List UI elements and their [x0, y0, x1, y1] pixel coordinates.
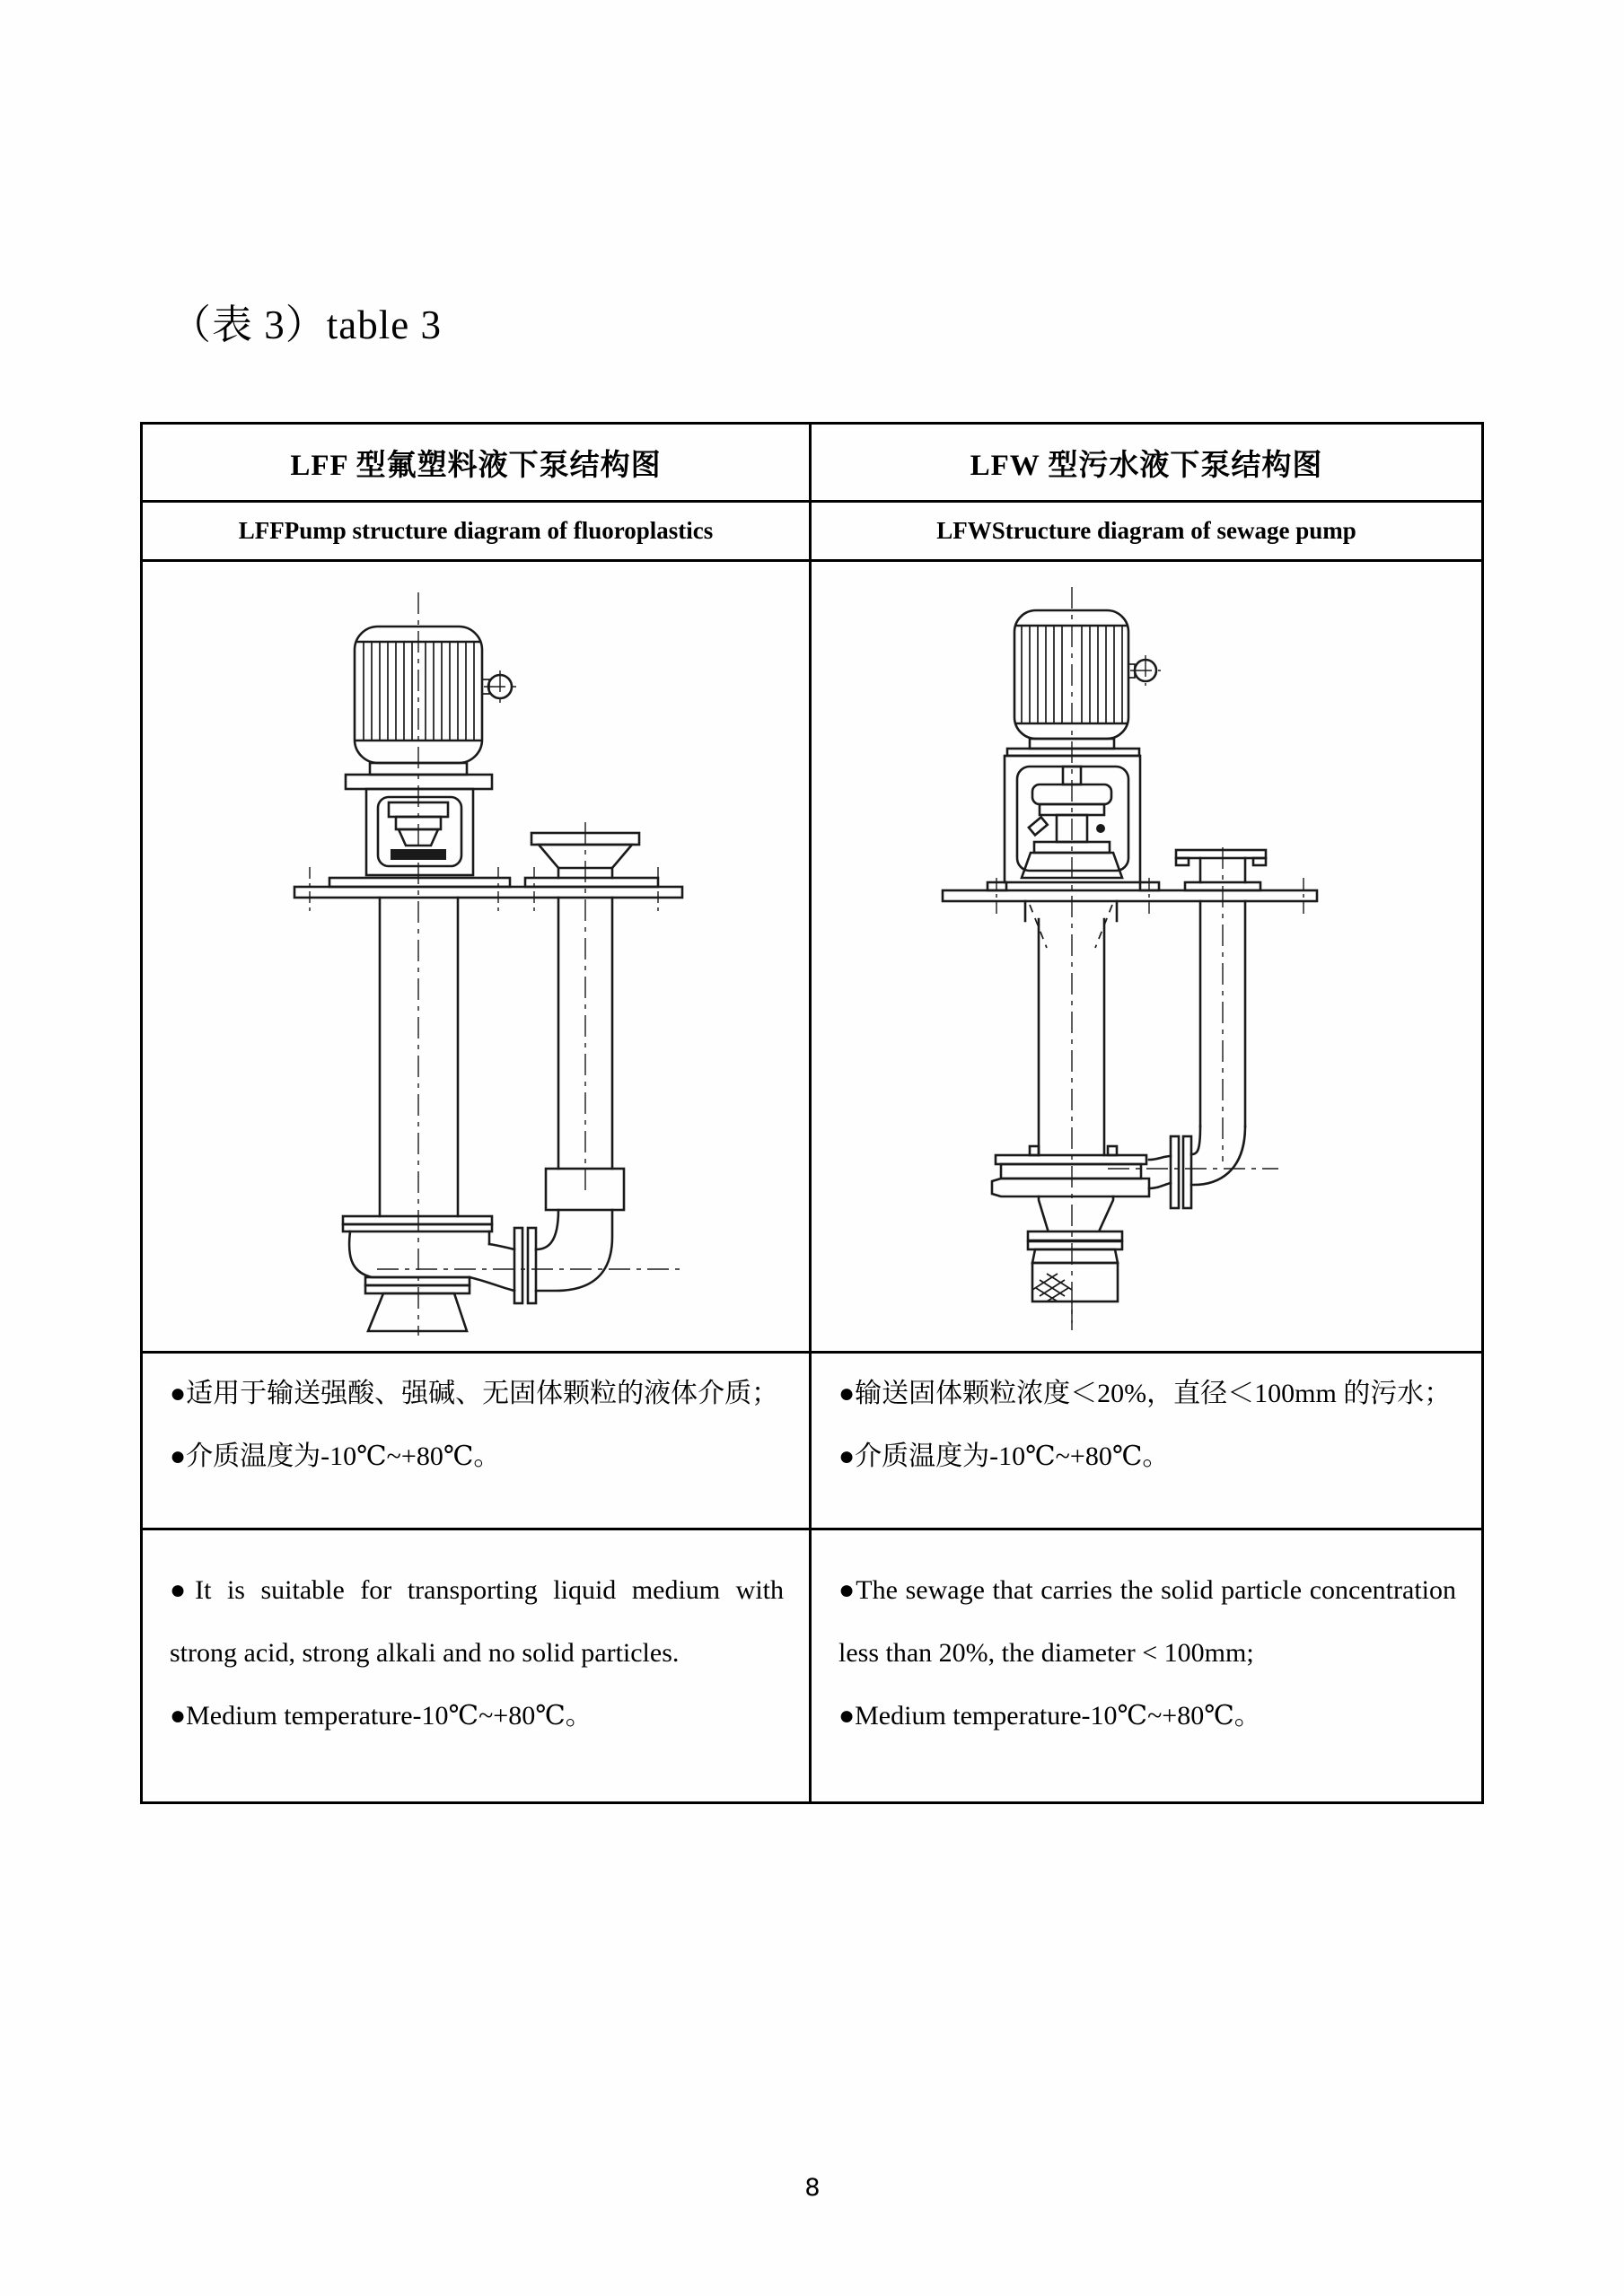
lff-mounting-plate: [294, 867, 682, 914]
lff-note-cn-2: ●介质温度为-10℃~+80℃。: [170, 1442, 501, 1471]
lfw-header-en: LFWStructure diagram of sewage pump: [812, 503, 1481, 562]
lff-note-en-2: ●Medium temperature-10℃~+80℃。: [170, 1701, 593, 1731]
lff-pump-casing: [343, 1216, 492, 1331]
lff-diagram-cell: [143, 562, 812, 1354]
lfw-gland-bolt: [1029, 817, 1048, 835]
lfw-note-en-2: ●Medium temperature-10℃~+80℃。: [838, 1701, 1261, 1731]
page-title: （表 3）table 3: [171, 302, 442, 347]
lff-suction-bell: [368, 1293, 467, 1331]
lff-seal-block: [391, 849, 446, 860]
lfw-outlet-flange: [1176, 850, 1266, 890]
lfw-lifting-eyebolt: [1128, 655, 1161, 686]
lff-header-en: LFFPump structure diagram of fluoroplastics: [143, 503, 812, 562]
lff-bolt-marks: [310, 867, 658, 914]
lff-notes-cn: [143, 1354, 812, 1530]
lfw-note-cn-1: ●输送固体颗粒浓度＜20%，直径＜100mm 的污水；: [838, 1379, 1452, 1408]
lff-note-en-1: ●It is suitable for transporting liquid medium with strong acid, strong alkali and no solid particles.: [170, 1575, 784, 1668]
lfw-diagram-cell: [812, 562, 1481, 1354]
lfw-notes-cn: [812, 1354, 1481, 1530]
lff-lifting-eyebolt: [482, 670, 516, 703]
lfw-notes-en: [812, 1530, 1481, 1801]
lff-notes-en: [143, 1530, 812, 1801]
lfw-structure-diagram: [812, 562, 1484, 1354]
pump-structure-table: [140, 422, 1484, 1804]
lfw-note-en-1: ●The sewage that carries the solid particle concentration less than 20%, the diameter < 100mm;: [838, 1575, 1456, 1668]
lfw-strainer-mesh: [1032, 1274, 1072, 1301]
lfw-motor: [1014, 610, 1161, 749]
lfw-discharge-pipe: [1149, 901, 1245, 1208]
lff-structure-diagram: [143, 562, 812, 1354]
lfw-note-cn-2: ●介质温度为-10℃~+80℃。: [838, 1442, 1170, 1471]
lfw-suction-strainer: [1032, 1249, 1118, 1327]
page-number: 8: [804, 2174, 821, 2202]
lff-header-cn: LFF 型氟塑料液下泵结构图: [143, 425, 812, 503]
lff-discharge-pipe: [470, 898, 624, 1303]
lfw-pump-casing: [992, 1146, 1149, 1327]
lff-note-cn-1: ●适用于输送强酸、强碱、无固体颗粒的液体介质；: [170, 1379, 779, 1408]
lfw-header-cn: LFW 型污水液下泵结构图: [812, 425, 1481, 503]
lfw-support-bracket: [988, 749, 1159, 890]
lfw-pipe-flange: [1171, 1136, 1179, 1208]
lfw-column-pipe: [1025, 901, 1117, 1155]
lff-motor: [355, 627, 516, 775]
lff-pipe-flange: [514, 1228, 522, 1303]
